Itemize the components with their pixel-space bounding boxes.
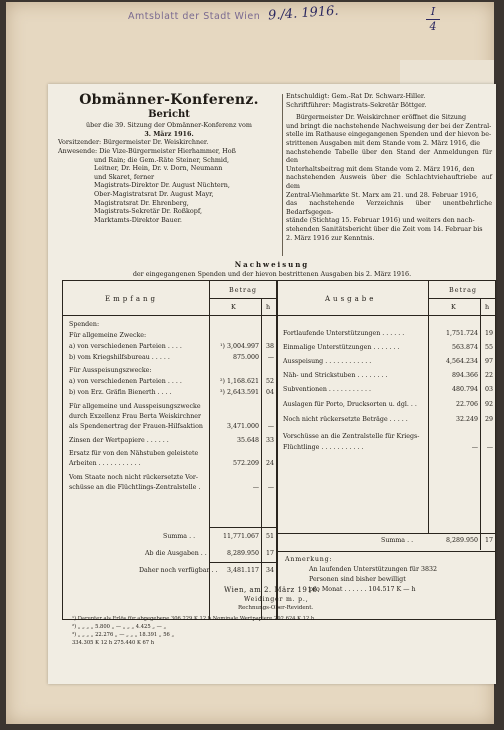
right-column <box>286 92 492 242</box>
left-row-k: ²) 1,168.621 <box>219 378 259 385</box>
footer-signer: Weidinger m. p., <box>244 596 309 603</box>
left-row-label: schüsse an die Flüchtlings-Zentralstelle . <box>69 484 201 491</box>
right-row-h: 22 <box>484 372 493 379</box>
right-line-11: das nachstehende Verzeichnis über unentbehrliche Bedarfsgegen- <box>286 199 492 216</box>
left-row-k: — <box>252 484 259 491</box>
ab-ausgaben-label: Ab die Ausgaben . . <box>145 550 207 557</box>
footer-place-date: Wien, am 2. März 1916. <box>224 586 320 594</box>
verfuegbar-h: 34 <box>265 567 274 574</box>
left-row-label: Spenden: <box>69 321 100 328</box>
left-row-h: 24 <box>265 460 274 467</box>
handwritten-page-number <box>426 6 440 33</box>
right-row-label: Ausspeisung . . . . . . . . . . . . <box>283 358 372 365</box>
attendees-line-3: und Skaret, ferner <box>94 172 155 181</box>
right-row-k: 32.249 <box>455 416 478 423</box>
report-subtitle: über die 39. Sitzung der Obmänner-Konferenz vom <box>86 121 252 130</box>
left-row-k: 572.209 <box>232 460 259 467</box>
ab-ausgaben-k: 8,289.950 <box>226 550 259 557</box>
left-summa-line <box>209 527 276 528</box>
attendees-line-8: Marktamts-Direktor Bauer. <box>94 215 182 224</box>
right-row-h: 19 <box>484 330 493 337</box>
footnote-2: ²) „ „ „ „ 5.800 „ — „ „ „ 4.425 „ — „ <box>72 624 167 630</box>
left-k-header: K <box>231 303 236 311</box>
right-row-label: Fortlaufende Unterstützungen . . . . . . <box>283 330 405 337</box>
left-row-label: b) von Erz. Gräfin Bienerth . . . . <box>69 389 172 396</box>
right-row-h: 97 <box>484 358 493 365</box>
right-line-4: und bringt die nachstehende Nachweisung der bei der Zentral- <box>286 121 492 130</box>
verfuegbar-k: 3,481.117 <box>226 567 259 574</box>
left-row-label: Zinsen der Wertpapiere . . . . . . <box>69 437 169 444</box>
anmerkung-title: Anmerkung: <box>285 556 333 563</box>
ab-ausgaben-h: 17 <box>265 550 274 557</box>
right-betrag-line <box>428 298 495 299</box>
left-betrag-header: Betrag <box>229 286 258 294</box>
footnote-3: ³) „ „ „ „ 22.276 „ — „ „ „ 18.391 „ 56 „ <box>72 632 175 638</box>
left-row-k: 875.000 <box>232 354 259 361</box>
footnote-totals: 334.305 K 12 h 275.440 K 67 h <box>72 640 155 646</box>
left-row-label: durch Exzellenz Frau Berta Weiskirchner <box>69 413 201 420</box>
right-row-label: Auslagen für Porto, Drucksorten u. dgl. . . <box>283 401 417 408</box>
attendees-line-6: Magistratsrat Dr. Ehrenberg, <box>94 198 189 207</box>
attendees-line-0: Anwesende: Die Vize-Bürgermeister Hierhammer, Hoß <box>58 146 236 155</box>
left-row-label: Ersatz für von den Nähstuben geleistete <box>69 450 199 457</box>
verfuegbar-line <box>209 562 276 563</box>
left-row-label: a) von verschiedenen Parteien . . . . <box>69 343 182 350</box>
right-row-h: 92 <box>484 401 493 408</box>
right-row-label: Subventionen . . . . . . . . . . . <box>283 386 371 393</box>
attendees-line-4: Magistrats-Direktor Dr. August Nüchtern, <box>94 181 230 190</box>
chairman-line: Vorsitzender: Bürgermeister Dr. Weiskirchner. <box>58 138 209 147</box>
report-heading: Bericht <box>148 108 190 120</box>
right-line-12: stände (Stichtag 15. Februar 1916) und weiters den nach- <box>286 216 475 225</box>
right-betrag-header: Betrag <box>449 286 478 294</box>
right-line-7: nachstehende Tabelle über den Stand der Anmeldungen für den <box>286 147 492 165</box>
right-line-9: nachstehenden Ausweis über die Schlachtviehauftriebe auf dem <box>286 173 492 190</box>
left-row-label: Für allgemeine und Ausspeisungszwecke <box>69 403 201 410</box>
footnote-1: ¹) Darunter als Erlös für abgegebene 306.229 K 12 h Nominale Wertpapiere 292.624 K 12 h <box>72 616 315 622</box>
summa-right-label: Summa . . <box>381 537 414 544</box>
header-bottom-line <box>63 315 495 316</box>
left-row-h: — <box>267 354 274 361</box>
right-row-h: 03 <box>484 386 493 393</box>
ausgabe-header: Ausgabe <box>325 295 377 303</box>
left-row-k: 35.648 <box>236 437 259 444</box>
right-k-header: K <box>451 303 456 311</box>
right-line-8: Unterhaltsbeitrag mit dem Stande vom 2. März 1916, den <box>286 164 475 173</box>
right-line-13: stehenden Sanitätsbericht über die Zeit vom 14. Februar bis <box>286 224 483 233</box>
summa-left-k: 11,771.067 <box>222 533 259 540</box>
report-date: 3. März 1916. <box>144 129 194 138</box>
right-summa-line <box>278 533 495 534</box>
right-row-k: 894.366 <box>451 372 478 379</box>
left-row-label: Für Ausspeisungszwecke: <box>69 367 152 374</box>
right-row-label: Noch nicht rückersetzte Beträge . . . . . <box>283 416 408 423</box>
attendees-line-5: Ober-Magistratsrat Dr. August Mayr, <box>94 189 214 198</box>
right-line-1: Schriftführer: Magistrats-Sekretär Böttger. <box>286 100 427 109</box>
right-row-label: Vorschüsse an die Zentralstelle für Kriegs- <box>283 433 420 440</box>
right-row-h: — <box>486 444 493 451</box>
right-row-label: Flüchtlinge . . . . . . . . . . . <box>283 444 364 451</box>
right-row-k: 480.794 <box>451 386 478 393</box>
left-row-h: 33 <box>265 437 274 444</box>
left-row-label: Arbeiten . . . . . . . . . . . <box>69 460 141 467</box>
footer-role: Rechnungs-Ober-Revident. <box>238 605 314 611</box>
left-row-k: 3,471.000 <box>226 423 259 430</box>
page-number-bottom: 4 <box>429 20 437 33</box>
left-h-header: h <box>266 303 271 311</box>
table-center-divider <box>276 281 278 619</box>
right-h-header: h <box>485 303 490 311</box>
handwritten-date: 9./4. 1916. <box>267 3 339 24</box>
nachweisung-subtitle: der eingegangenen Spenden und der hievon bestrittenen Ausgaben bis 2. März 1916. <box>132 270 412 278</box>
right-line-0: Entschuldigt: Gem.-Rat Dr. Schwarz-Hiller. <box>286 92 426 100</box>
verfuegbar-label: Daher noch verfügbar . . <box>139 567 218 574</box>
right-line-14: 2. März 1916 zur Kenntnis. <box>286 233 375 242</box>
left-row-h: 04 <box>265 389 274 396</box>
left-column <box>58 92 280 224</box>
left-row-label: Für allgemeine Zwecke: <box>69 332 147 339</box>
right-line-10: Zentral-Viehmarkte St. Marx am 21. und 28. Februar 1916, <box>286 190 479 199</box>
left-row-label: als Spendenertrag der Frauen-Hilfsaktion <box>69 423 203 430</box>
summa-right-h: 17 <box>484 537 493 544</box>
left-row-h: 52 <box>265 378 274 385</box>
right-row-h: 29 <box>484 416 493 423</box>
anmerkung-line-2: Personen sind bisher bewilligt <box>309 576 406 583</box>
right-row-k: 22.706 <box>455 401 478 408</box>
right-row-label: Einmalige Unterstützungen . . . . . . . <box>283 344 400 351</box>
left-row-k: ¹) 3,004.997 <box>219 343 259 350</box>
newspaper-clipping <box>48 84 496 684</box>
right-line-3: Bürgermeister Dr. Weiskirchner eröffnet die Sitzung <box>296 113 467 122</box>
right-row-label: Näh- und Strickstuben . . . . . . . . <box>283 372 388 379</box>
summa-left-label: Summa . . <box>163 533 196 540</box>
summa-right-k: 8,289.950 <box>445 537 478 544</box>
finance-table <box>62 280 496 620</box>
right-row-k: 4,564.234 <box>445 358 478 365</box>
summa-left-h: 51 <box>265 533 274 540</box>
right-row-k: 1,751.724 <box>445 330 478 337</box>
anmerkung-line-1: An laufenden Unterstützungen für 3832 <box>309 566 437 573</box>
empfang-header: Empfang <box>105 295 158 303</box>
right-row-k: — <box>471 444 478 451</box>
right-line-6: strittenen Ausgaben mit dem Stande vom 2. März 1916, die <box>286 138 481 147</box>
left-row-h: — <box>267 423 274 430</box>
column-separator <box>282 94 283 256</box>
left-row-h: 38 <box>265 343 274 350</box>
attendees-line-2: Leitner, Dr. Hein, Dr. v. Dorn, Neumann <box>94 164 223 173</box>
anmerkung-line-3: pro Monat . . . . . . 104.517 K — h <box>309 586 416 593</box>
right-row-k: 563.874 <box>451 344 478 351</box>
left-row-label: Vom Staate noch nicht rückersetzte Vor- <box>69 474 199 481</box>
right-line-5: stelle im Rathause eingegangenen Spenden und der hievon be- <box>286 130 492 139</box>
nachweisung-title: Nachweisung <box>234 260 310 269</box>
paper-strip <box>400 60 494 86</box>
article-title: Obmänner-Konferenz. <box>79 92 259 108</box>
page-number-top: I <box>430 5 436 18</box>
left-row-h: — <box>267 484 274 491</box>
left-row-k: ³) 2,643.591 <box>219 389 259 396</box>
attendees-line-1: und Rain; die Gem.-Räte Steiner, Schmid, <box>94 155 230 164</box>
right-summa-bottom <box>278 551 495 552</box>
left-row-label: b) vom Kriegshilfsbureau . . . . . <box>69 354 170 361</box>
newspaper-stamp: Amtsblatt der Stadt Wien <box>128 11 261 22</box>
left-row-label: a) von verschiedenen Parteien . . . . <box>69 378 182 385</box>
attendees-line-7: Magistrats-Sekretär Dr. Roßkopf, <box>94 207 202 216</box>
left-betrag-line <box>209 298 276 299</box>
right-row-h: 55 <box>484 344 493 351</box>
